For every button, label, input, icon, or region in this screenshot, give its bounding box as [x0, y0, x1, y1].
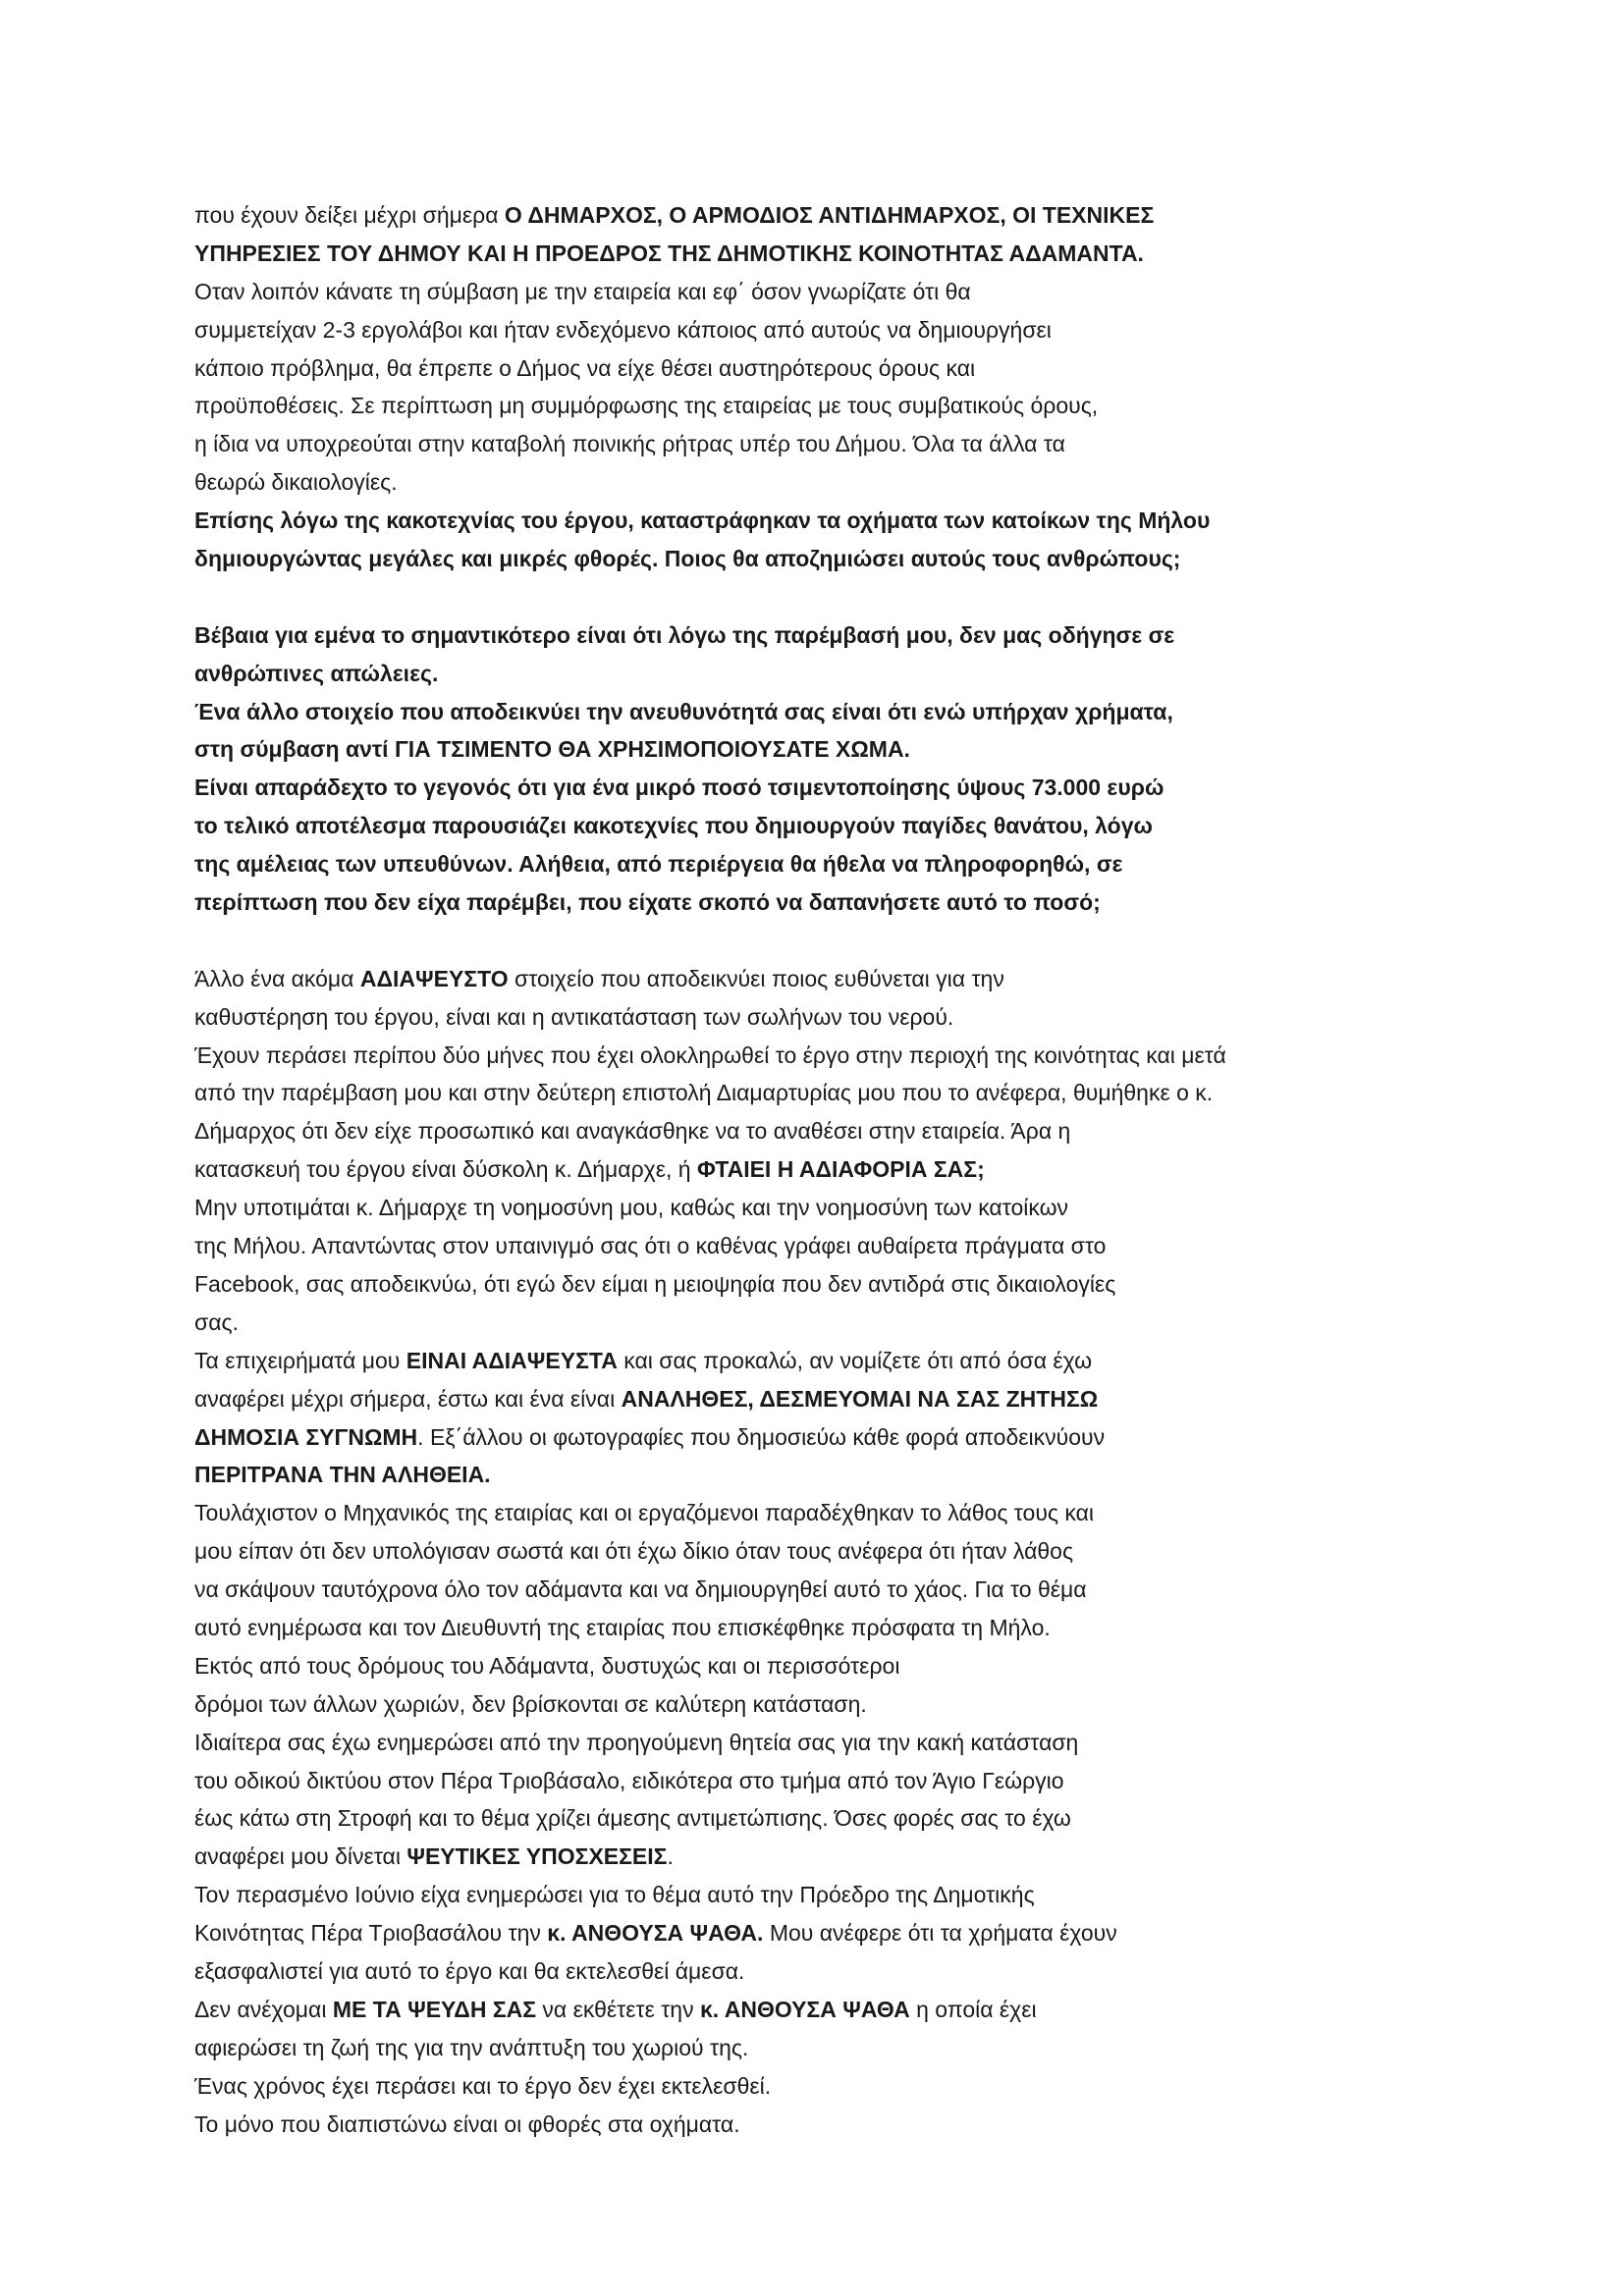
text-run: του οδικού δικτύου στον Πέρα Τριοβάσαλο, ειδικότερα στο τμήμα από τον Άγιο Γεώργιο: [194, 1767, 1064, 1793]
bold-text-run: ΑΝΑΛΗΘΕΣ, ΔΕΣΜΕΥΟΜΑΙ ΝΑ ΣΑΣ ΖΗΤΗΣΩ: [621, 1385, 1099, 1412]
text-run: να σκάψουν ταυτόχρονα όλο τον αδάμαντα και να δημιουργηθεί αυτό το χάος. Για το θέμα: [194, 1576, 1087, 1603]
text-line: [194, 1342, 1569, 1380]
text-line: [194, 1112, 1569, 1150]
text-line: [194, 349, 1569, 388]
text-line: [194, 1838, 1569, 1876]
text-line: [194, 1189, 1569, 1227]
text-run: της Μήλου. Απαντώντας στον υπαινιγμό σας ότι ο καθένας γράφει αυθαίρετα πράγματα στο: [194, 1233, 1107, 1259]
text-run: Ιδιαίτερα σας έχω ενημερώσει από την προηγούμενη θητεία σας για την κακή κατάσταση: [194, 1729, 1079, 1755]
text-run: καθυστέρηση του έργου, είναι και η αντικατάσταση των σωλήνων του νερού.: [194, 1003, 954, 1030]
text-run: δρόμοι των άλλων χωριών, δεν βρίσκονται σε καλύτερη κατάσταση.: [194, 1690, 867, 1717]
text-line: [194, 235, 1569, 273]
text-run: κατασκευή του έργου είναι δύσκολη κ. Δήμαρχε, ή: [194, 1156, 697, 1183]
text-run: και σας προκαλώ, αν νομίζετε ότι από όσα έχω: [617, 1347, 1093, 1373]
bold-text-run: στη σύμβαση αντί ΓΙΑ ΤΣΙΜΕΝΤΟ ΘΑ ΧΡΗΣΙΜΟΠΟΙΟΥΣΑΤΕ ΧΩΜΑ.: [194, 736, 910, 763]
text-run: Δήμαρχος ότι δεν είχε προσωπικό και αναγκάσθηκε να το αναθέσει στην εταιρεία. Άρα η: [194, 1118, 1071, 1145]
text-line: [194, 883, 1569, 922]
text-run: Μην υποτιμάται κ. Δήμαρχε τη νοημοσύνη μου, καθώς και την νοημοσύνη των κατοίκων: [194, 1195, 1069, 1221]
bold-text-run: κ. ΑΝΘΟΥΣΑ ΨΑΘΑ: [699, 1996, 910, 2022]
text-run: αφιερώσει τη ζωή της για την ανάπτυξη του χωριού της.: [194, 2034, 749, 2060]
text-run: .: [667, 1843, 674, 1870]
text-line: [194, 1418, 1569, 1457]
bold-text-run: περίπτωση που δεν είχα παρέμβει, που είχατε σκοπό να δαπανήσετε αυτό το ποσό;: [194, 889, 1101, 916]
blank-line: [194, 578, 1569, 616]
text-run: Ένας χρόνος έχει περάσει και το έργο δεν έχει εκτελεσθεί.: [194, 2072, 772, 2099]
text-run: στοιχείο που αποδεικνύει ποιος ευθύνεται για την: [508, 965, 1004, 991]
bold-text-run: Επίσης λόγω της κακοτεχνίας του έργου, καταστράφηκαν τα οχήματα των κατοίκων της Μήλου: [194, 507, 1211, 534]
text-line: [194, 1571, 1569, 1609]
text-run: Κοινότητας Πέρα Τριοβασάλου την: [194, 1920, 548, 1947]
bold-text-run: ΕΙΝΑΙ ΑΔΙΑΨΕΥΣΤΑ: [406, 1347, 618, 1373]
bold-text-run: Ο ΔΗΜΑΡΧΟΣ, Ο ΑΡΜΟΔΙΟΣ ΑΝΤΙΔΗΜΑΡΧΟΣ, ΟΙ ΤΕΧΝΙΚΕΣ: [504, 202, 1155, 228]
text-line: [194, 1952, 1569, 1991]
bold-text-run: Είναι απαράδεχτο το γεγονός ότι για ένα μικρό ποσό τσιμεντοποίησης ύψους 73.000 ευρώ: [194, 774, 1164, 801]
text-line: [194, 1494, 1569, 1532]
text-run: Τουλάχιστον ο Μηχανικός της εταιρίας και οι εργαζόμενοι παραδέχθηκαν το λάθος τους και: [194, 1500, 1095, 1526]
text-line: [194, 311, 1569, 349]
text-run: θεωρώ δικαιολογίες.: [194, 469, 398, 496]
text-line: [194, 2029, 1569, 2067]
text-run: η οποία έχει: [909, 1996, 1037, 2022]
text-line: [194, 463, 1569, 502]
text-run: Έχουν περάσει περίπου δύο μήνες που έχει ολοκληρωθεί το έργο στην περιοχή της κοινότητας και μετά: [194, 1041, 1226, 1068]
text-run: Το μόνο που διαπιστώνω είναι οι φθορές στα οχήματα.: [194, 2110, 740, 2137]
text-line: [194, 1074, 1569, 1112]
text-line: [194, 655, 1569, 693]
text-line: [194, 1456, 1569, 1494]
text-run: προϋποθέσεις. Σε περίπτωση μη συμμόρφωσης της εταιρείας με τους συμβατικούς όρους,: [194, 393, 1099, 419]
bold-text-run: ΦΤΑΙΕΙ Η ΑΔΙΑΦΟΡΙΑ ΣΑΣ;: [696, 1156, 985, 1183]
text-run: αναφέρει μου δίνεται: [194, 1843, 407, 1870]
text-run: Μου ανέφερε ότι τα χρήματα έχουν: [763, 1920, 1117, 1947]
text-line: [194, 1265, 1569, 1304]
text-line: [194, 1799, 1569, 1838]
text-run: εξασφαλιστεί για αυτό το έργο και θα εκτελεσθεί άμεσα.: [194, 1957, 745, 1984]
text-line: [194, 2106, 1569, 2144]
text-line: [194, 425, 1569, 463]
text-line: [194, 1609, 1569, 1647]
text-run: συμμετείχαν 2-3 εργολάβοι και ήταν ενδεχόμενο κάποιος από αυτούς να δημιουργήσει: [194, 316, 1052, 343]
text-line: [194, 1991, 1569, 2029]
text-run: Οταν λοιπόν κάνατε τη σύμβαση με την εταιρεία και εφ΄ όσον γνωρίζατε ότι θα: [194, 278, 971, 304]
text-run: σας.: [194, 1308, 239, 1335]
text-line: [194, 1532, 1569, 1571]
text-line: [194, 273, 1569, 311]
text-line: [194, 807, 1569, 845]
text-line: [194, 1647, 1569, 1685]
text-line: [194, 1876, 1569, 1914]
document-body: [194, 196, 1569, 2143]
text-run: Άλλο ένα ακόμα: [194, 965, 360, 991]
bold-text-run: ΔΗΜΟΣΙΑ ΣΥΓΝΩΜΗ: [194, 1423, 418, 1450]
text-run: . Εξ΄άλλου οι φωτογραφίες που δημοσιεύω κάθε φορά αποδεικνύουν: [417, 1423, 1106, 1450]
bold-text-run: της αμέλειας των υπευθύνων. Αλήθεια, από περιέργεια θα ήθελα να πληροφορηθώ, σε: [194, 851, 1123, 878]
bold-text-run: ΨΕΥΤΙΚΕΣ ΥΠΟΣΧΕΣΕΙΣ: [406, 1843, 668, 1870]
text-run: να εκθέτετε την: [536, 1996, 700, 2022]
bold-text-run: Βέβαια για εμένα το σημαντικότερο είναι ότι λόγω της παρέμβασή μου, δεν μας οδήγησε σε: [194, 621, 1175, 648]
text-run: έως κάτω στη Στροφή και το θέμα χρίζει άμεσης αντιμετώπισης. Όσες φορές σας το έχω: [194, 1805, 1071, 1832]
bold-text-run: ΥΠΗΡΕΣΙΕΣ ΤΟΥ ΔΗΜΟΥ ΚΑΙ Η ΠΡΟΕΔΡΟΣ ΤΗΣ ΔΗΜΟΤΙΚΗΣ ΚΟΙΝΟΤΗΤΑΣ ΑΔΑΜΑΝΤΑ.: [194, 240, 1144, 266]
text-line: [194, 730, 1569, 769]
bold-text-run: δημιουργώντας μεγάλες και μικρές φθορές. Ποιος θα αποζημιώσει αυτούς τους ανθρώπους;: [194, 546, 1181, 572]
text-line: [194, 387, 1569, 425]
text-line: [194, 693, 1569, 731]
text-line: [194, 1227, 1569, 1265]
text-line: [194, 1685, 1569, 1724]
bold-text-run: το τελικό αποτέλεσμα παρουσιάζει κακοτεχνίες που δημιουργούν παγίδες θανάτου, λόγω: [194, 813, 1153, 839]
text-line: [194, 960, 1569, 998]
text-line: [194, 1304, 1569, 1342]
bold-text-run: ΜΕ ΤΑ ΨΕΥΔΗ ΣΑΣ: [332, 1996, 537, 2022]
text-line: [194, 1914, 1569, 1952]
text-line: [194, 540, 1569, 578]
text-run: μου είπαν ότι δεν υπολόγισαν σωστά και ότι έχω δίκιο όταν τους ανέφερα ότι ήταν λάθος: [194, 1538, 1074, 1565]
text-line: [194, 1724, 1569, 1762]
text-line: [194, 998, 1569, 1037]
text-run: κάποιο πρόβλημα, θα έπρεπε ο Δήμος να είχε θέσει αυστηρότερους όρους και: [194, 354, 976, 381]
text-run: η ίδια να υποχρεούται στην καταβολή ποινικής ρήτρας υπέρ του Δήμου. Όλα τα άλλα τα: [194, 431, 1065, 457]
bold-text-run: ΑΔΙΑΨΕΥΣΤΟ: [359, 965, 509, 991]
text-run: αυτό ενημέρωσα και τον Διευθυντή της εταιρίας που επισκέφθηκε πρόσφατα τη Μήλο.: [194, 1614, 1051, 1640]
text-line: [194, 769, 1569, 807]
text-line: [194, 845, 1569, 883]
text-run: Τα επιχειρήματά μου: [194, 1347, 406, 1373]
text-line: [194, 502, 1569, 540]
blank-line: [194, 922, 1569, 960]
bold-text-run: ανθρώπινες απώλειες.: [194, 660, 439, 686]
text-run: αναφέρει μέχρι σήμερα, έστω και ένα είναι: [194, 1385, 622, 1412]
text-line: [194, 1150, 1569, 1189]
text-line: [194, 1762, 1569, 1800]
text-line: [194, 1037, 1569, 1075]
text-line: [194, 2067, 1569, 2106]
bold-text-run: ΠΕΡΙΤΡΑΝΑ ΤΗΝ ΑΛΗΘΕΙΑ.: [194, 1462, 491, 1488]
bold-text-run: Ένα άλλο στοιχείο που αποδεικνύει την ανευθυνότητά σας είναι ότι ενώ υπήρχαν χρήματα,: [194, 698, 1173, 724]
text-line: [194, 1380, 1569, 1418]
text-run: Δεν ανέχομαι: [194, 1996, 333, 2022]
text-run: που έχουν δείξει μέχρι σήμερα: [194, 202, 505, 228]
text-line: [194, 616, 1569, 655]
bold-text-run: κ. ΑΝΘΟΥΣΑ ΨΑΘΑ.: [547, 1920, 764, 1947]
text-run: Εκτός από τους δρόμους του Αδάμαντα, δυστυχώς και οι περισσότεροι: [194, 1652, 900, 1679]
text-line: [194, 196, 1569, 235]
text-run: Facebook, σας αποδεικνύω, ότι εγώ δεν είμαι η μειοψηφία που δεν αντιδρά στις δικαιολογίες: [194, 1270, 1116, 1297]
text-run: Τον περασμένο Ιούνιο είχα ενημερώσει για το θέμα αυτό την Πρόεδρο της Δημοτικής: [194, 1882, 1035, 1908]
text-run: από την παρέμβαση μου και στην δεύτερη επιστολή Διαμαρτυρίας μου που το ανέφερα, θυμήθηκε ο κ.: [194, 1080, 1214, 1106]
